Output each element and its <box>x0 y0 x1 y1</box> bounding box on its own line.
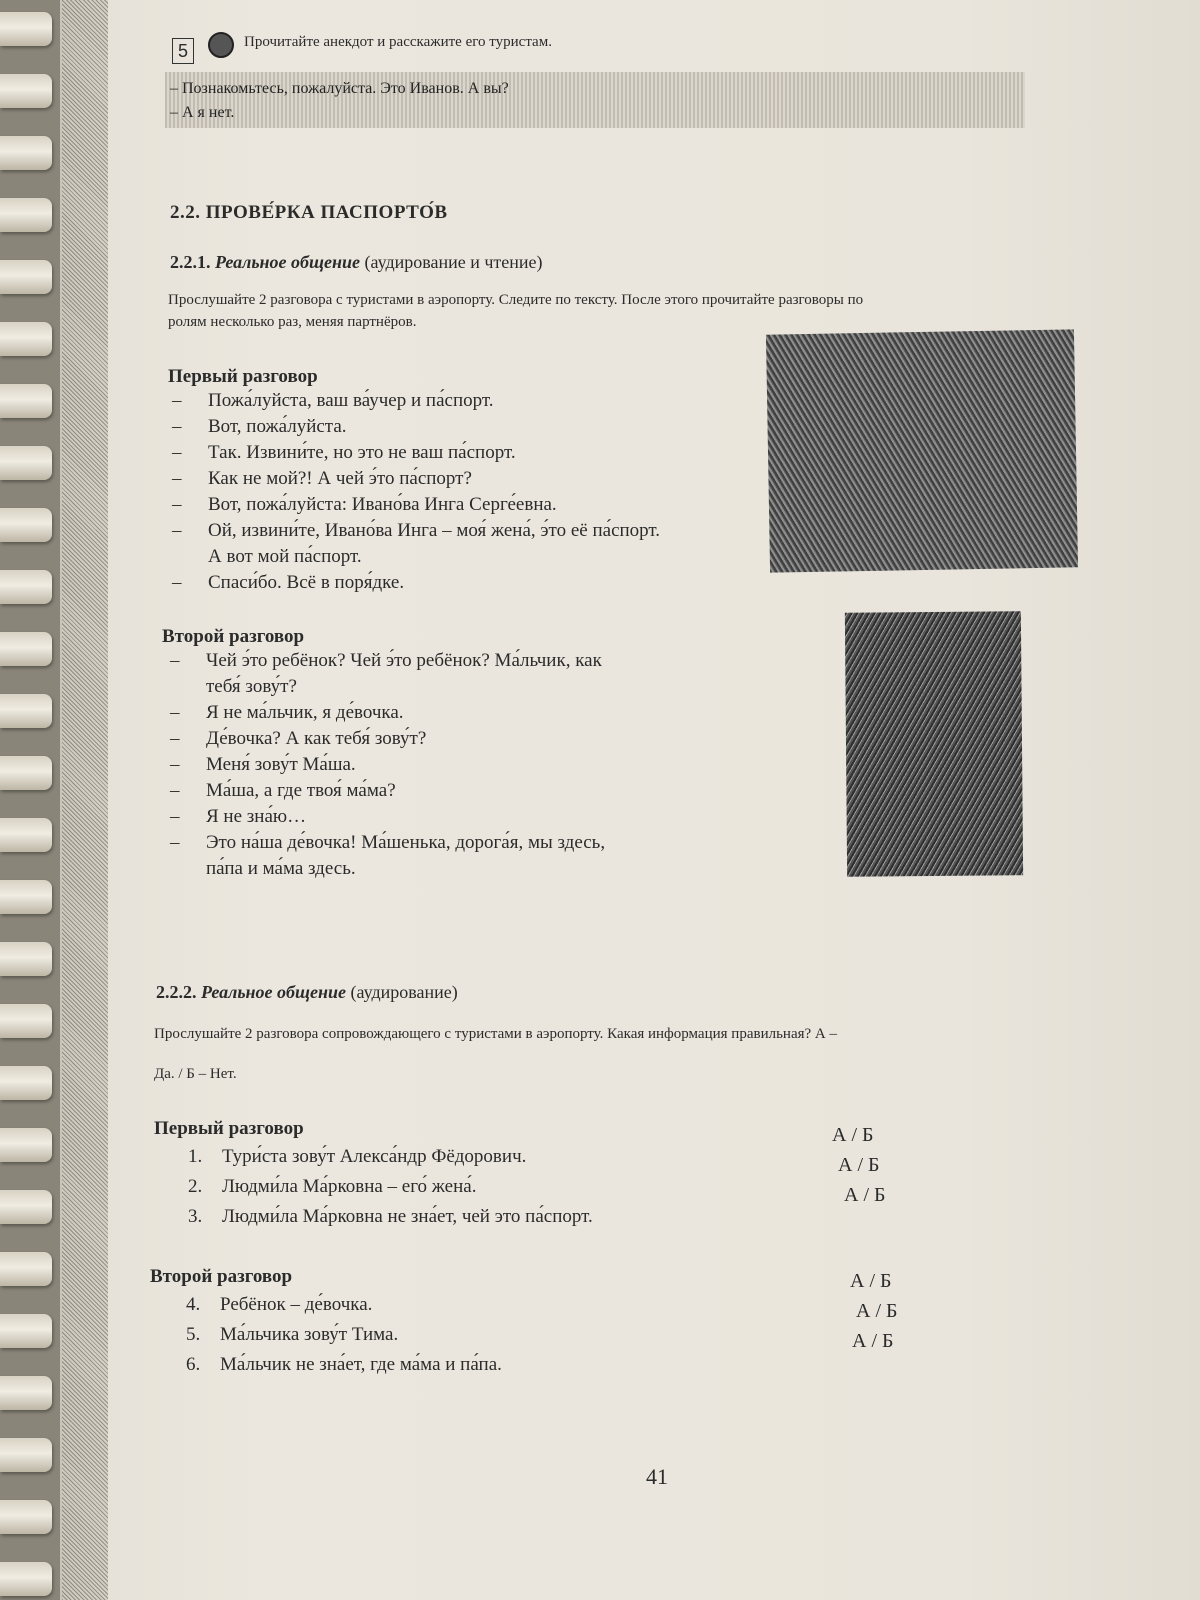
binding-ring <box>0 1314 52 1348</box>
conversation-1-title: Первый разговор <box>168 366 318 387</box>
page-number: 41 <box>646 1464 668 1489</box>
part2-title-italic: Реальное общение <box>201 982 347 1002</box>
dialogue-line: – Де́вочка? А как тебя́ зову́т? <box>170 728 427 749</box>
quiz-item: 4. Ребёнок – де́вочка. <box>186 1294 373 1315</box>
binding-ring <box>0 1066 52 1100</box>
binding-ring <box>0 1252 52 1286</box>
dialogue-line: – Вот, пожа́луйста. <box>172 416 347 437</box>
dialogue-line-continued: А вот мой па́спорт. <box>208 546 362 567</box>
binding-ring <box>0 1500 52 1534</box>
dialogue-line: – Чей э́то ребёнок? Чей э́то ребёнок? Ма́льчик, как <box>170 650 602 671</box>
quiz-item: 2. Людми́ла Ма́рковна – его́ жена́. <box>188 1176 477 1197</box>
answer-options[interactable]: А / Б <box>852 1330 894 1352</box>
quiz-2-title: Второй разговор <box>150 1266 293 1287</box>
quiz-1-items <box>188 1144 593 1230</box>
answer-options[interactable]: А / Б <box>844 1184 886 1206</box>
quiz-item: 5. Ма́льчика зову́т Тима. <box>186 1324 399 1345</box>
answer-options[interactable]: А / Б <box>856 1300 898 1322</box>
binding-ring <box>0 942 52 976</box>
joke-line-2: – А я нет. <box>170 104 235 121</box>
binding-ring <box>0 1004 52 1038</box>
binding-ring <box>0 508 52 542</box>
passport-photo <box>766 329 1078 572</box>
part1-instruction-line-1: Прослушайте 2 разговора с туристами в аэропорту. Следите по тексту. После этого прочитайте разговоры по <box>168 292 864 308</box>
answer-options[interactable]: А / Б <box>832 1124 874 1146</box>
binding-ring <box>0 818 52 852</box>
dialogue-line-continued: па́па и ма́ма здесь. <box>206 858 356 879</box>
page-edge-shadow <box>62 0 108 1600</box>
quiz-item: 1. Тури́ста зову́т Алекса́ндр Фёдорович. <box>188 1146 527 1167</box>
quiz-1-title: Первый разговор <box>154 1118 304 1139</box>
binding-ring <box>0 322 52 356</box>
dialogue-line: – Я не ма́льчик, я де́вочка. <box>170 702 404 723</box>
binding-ring <box>0 1438 52 1472</box>
quiz-item: 3. Людми́ла Ма́рковна не зна́ет, чей это па́спорт. <box>188 1206 593 1227</box>
dialogue-line: – Как не мой?! А чей э́то па́спорт? <box>172 468 472 489</box>
binding-ring <box>0 198 52 232</box>
dialogue-line: – Ма́ша, а где твоя́ ма́ма? <box>170 780 396 801</box>
part1-heading <box>170 252 543 273</box>
part2-heading <box>156 982 458 1003</box>
section-heading: 2.2. ПРОВЕ́РКА ПАСПОРТО́В <box>170 202 448 223</box>
binding-ring <box>0 1190 52 1224</box>
exercise-number: 5 <box>172 38 194 64</box>
binding-ring <box>0 260 52 294</box>
dialogue-line: – Так. Извини́те, но это не ваш па́спорт. <box>172 442 516 463</box>
binding-ring <box>0 1128 52 1162</box>
part2-number: 2.2.2. <box>156 982 197 1002</box>
exercise-instruction: Прочитайте анекдот и расскажите его туристам. <box>244 34 552 50</box>
joke-line-1: – Познакомьтесь, пожалуйста. Это Иванов. А вы? <box>170 80 509 97</box>
answer-options[interactable]: А / Б <box>850 1270 892 1292</box>
part1-instruction-line-2: ролям несколько раз, меняя партнёров. <box>168 314 417 330</box>
part1-title-rest: (аудирование и чтение) <box>364 252 543 272</box>
binding-ring <box>0 12 52 46</box>
binding-ring <box>0 384 52 418</box>
dialogue-line: – Вот, пожа́луйста: Ивано́ва Инга Серге́евна. <box>172 494 557 515</box>
part1-number: 2.2.1. <box>170 252 211 272</box>
quiz-item: 6. Ма́льчик не зна́ет, где ма́ма и па́па. <box>186 1354 502 1375</box>
dialogue-line: – Это на́ша де́вочка! Ма́шенька, дорога́я, мы здесь, <box>170 832 606 853</box>
part2-instruction-line-2: Да. / Б – Нет. <box>154 1066 237 1082</box>
answer-options[interactable]: А / Б <box>838 1154 880 1176</box>
child-photo <box>845 611 1023 877</box>
binding-ring <box>0 632 52 666</box>
smiley-icon <box>208 32 234 58</box>
conversation-2-lines <box>170 648 605 882</box>
binding-ring <box>0 446 52 480</box>
dialogue-line: – Пожа́луйста, ваш ва́учер и па́спорт. <box>172 390 494 411</box>
binding-ring <box>0 74 52 108</box>
conversation-1-lines <box>172 388 660 596</box>
binding-ring <box>0 1562 52 1596</box>
dialogue-line-continued: тебя́ зову́т? <box>206 676 297 697</box>
part1-title-italic: Реальное общение <box>215 252 361 272</box>
dialogue-line: – Ой, извини́те, Ивано́ва Инга – моя́ жена́, э́то её па́спорт. <box>172 520 661 541</box>
binding-ring <box>0 694 52 728</box>
dialogue-line: – Спаси́бо. Всё в поря́дке. <box>172 572 405 593</box>
part2-instruction-line-1: Прослушайте 2 разговора сопровождающего с туристами в аэропорту. Какая информация правильная? А – <box>154 1026 837 1042</box>
binding-ring <box>0 136 52 170</box>
quiz-2-items <box>186 1292 502 1378</box>
conversation-2-title: Второй разговор <box>162 626 305 647</box>
binding-ring <box>0 570 52 604</box>
binding-spine <box>0 0 62 1600</box>
binding-ring <box>0 880 52 914</box>
dialogue-line: – Меня́ зову́т Ма́ша. <box>170 754 356 775</box>
binding-ring <box>0 756 52 790</box>
part2-title-rest: (аудирование) <box>350 982 458 1002</box>
binding-ring <box>0 1376 52 1410</box>
dialogue-line: – Я не зна́ю… <box>170 806 307 827</box>
